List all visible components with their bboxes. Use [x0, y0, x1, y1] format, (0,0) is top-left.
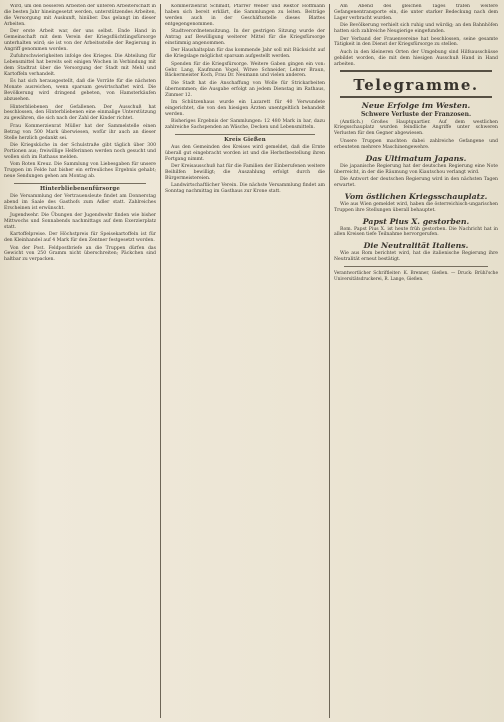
section-heading: Kreis Gießen: [224, 137, 266, 144]
paragraph: Zufuhrschwierigkeiten infolge des Krieges. Die Abteilung für Lebensmittel hat bereits seit einigen Wochen in Verbindung mit dem Stadtrat über die Versorgung der Stadt mit Mehl und Kartoffeln verhandelt.: [4, 54, 156, 77]
paragraph: Der erste Arbeit war, der uns selbst. Ende Hand in Gemeinschaft mit dem Verein der Kriegsflüchtlingsfürsorge unterhalten wird; sie ist von der Arbeitsstelle der Regierung in Angriff genommen worden.: [4, 29, 156, 52]
paragraph: Wie aus Wien gemeldet wird, haben die österreichisch-ungarischen Truppen ihre Stellungen überall behauptet.: [334, 201, 498, 213]
paragraph: Rom. Papst Pius X. ist heute früh gestorben. Die Nachricht hat in allen Kreisen tiefe Teilnahme hervorgerufen.: [334, 226, 498, 238]
paragraph: Aus den Gemeinden des Kreises wird gemeldet, daß die Ernte überall gut eingebracht worden ist und die Herbstbestellung ihren Fortgang nimmt.: [165, 145, 325, 162]
paragraph: Vom Roten Kreuz. Die Sammlung von Liebesgaben für unsere Truppen im Felde hat bisher ein erfreuliches Ergebnis gehabt; neue Sendungen gehen am Montag ab.: [4, 162, 156, 179]
paragraph: Stadtverordnetensitzung. In der gestrigen Sitzung wurde der Antrag auf Bewilligung weiterer Mittel für die Kriegsfürsorge einstimmig angenommen.: [165, 29, 325, 46]
paragraph: Es hat sich herausgestellt, daß die Vorräte für die nächsten Monate ausreichen, wenn sparsam gewirtschaftet wird. Die Bevölkerung wird dringend gebeten, von Hamsterkäufen abzusehen.: [4, 79, 156, 103]
column-left: [4, 4, 156, 718]
paragraph: Wie aus Rom berichtet wird, hat die italienische Regierung ihre Neutralität erneut bestätigt.: [334, 251, 498, 263]
imprint: Verantwortlicher Schriftleiter: K. Brenner, Gießen. — Druck: Brühl'sche Universitätsdruckerei, R. Lange, Gießen.: [334, 271, 498, 282]
paragraph: Hinterbliebenen der Gefallenen. Der Ausschuß hat beschlossen, den Hinterbliebenen eine einmalige Unterstützung zu gewähren, die sich nach der Zahl der Kinder richtet.: [4, 104, 156, 122]
paragraph: Die Antwort der deutschen Regierung wird in den nächsten Tagen erwartet.: [334, 176, 498, 188]
telegram-section: [334, 154, 498, 189]
telegram-section: [334, 217, 498, 239]
telegram-heading: Das Ultimatum Japans.: [365, 153, 467, 163]
paragraph: Spenden für die Kriegsfürsorge. Weitere Gaben gingen ein von: Gebr. Lang, Kaufmann Vogel, Witwe Schneider, Lehrer Braun, Bäckermeister Koch, Frau Dr. Neumann und vielen anderen.: [165, 61, 325, 79]
column-middle: [165, 4, 325, 718]
telegram-section: [334, 192, 498, 214]
paragraph: Im Schützenhaus wurde ein Lazarett für 40 Verwundete eingerichtet, die von den hiesigen Ärzten unentgeltlich behandelt werden.: [165, 100, 325, 117]
section-heading: Hinterbliebenenfürsorge: [40, 185, 120, 192]
paragraph: Die Kriegsküche in der Schulstraße gibt täglich über 300 Portionen aus; freiwillige Helferinnen werden noch gesucht und wollen sich im Rathaus melden.: [4, 142, 156, 160]
telegram-heading: Papst Pius X. gestorben.: [362, 216, 470, 226]
paragraph: Bisheriges Ergebnis der Sammlungen: 12 480 Mark in bar, dazu zahlreiche Sachspenden an Wäsche, Decken und Lebensmitteln.: [165, 119, 325, 131]
paragraph: Der Haushaltsplan für das kommende Jahr soll mit Rücksicht auf die Kriegslage möglichst sparsam aufgestellt werden.: [165, 48, 325, 60]
paragraph: Kartoffelpreise. Der Höchstpreis für Speisekartoffeln ist für den Kleinhandel auf 4 Mark für den Zentner festgesetzt worden.: [4, 232, 156, 244]
paragraph: Die Versammlung der Vertrauensleute findet am Donnerstag abend im Saale des Gasthofs zum Adler statt. Zahlreiches Erscheinen ist erwünscht.: [4, 193, 156, 211]
paragraph: Jugendwehr. Die Übungen der Jugendwehr finden wie bisher Mittwochs und Sonnabends nachmittags auf dem Exerzierplatz statt.: [4, 213, 156, 230]
section-divider: [344, 266, 488, 267]
paragraph: (Amtlich.) Großes Hauptquartier. Auf dem westlichen Kriegsschauplatz wurden feindliche Angriffe unter schweren Verlusten für den Gegner abgewiesen.: [334, 119, 498, 137]
paragraph: Die Bevölkerung verhielt sich ruhig und würdig; an den Bahnhöfen hatten sich zahlreiche Neugierige eingefunden.: [334, 23, 498, 35]
section-divider: [14, 183, 146, 184]
paragraph: Von der Post. Feldpostbriefe an die Truppen dürfen das Gewicht von 250 Gramm nicht überschreiten; Päckchen sind haltbar zu verpacken.: [4, 245, 156, 263]
paragraph: Am Abend des gleichen Tages trafen weitere Gefangenentransporte ein, die unter starker Bedeckung nach dem Lager verbracht wurden.: [334, 4, 498, 21]
paragraph: Die Stadt hat die Anschaffung von Wolle für Strickarbeiten übernommen; die Ausgabe erfolgt an jedem Dienstag im Rathaus, Zimmer 12.: [165, 80, 325, 98]
telegram-heading: Neue Erfolge im Westen.: [361, 100, 471, 110]
telegram-heading: Vom östlichen Kriegsschauplatz.: [344, 191, 488, 201]
telegram-section: [334, 241, 498, 263]
double-rule: [340, 70, 492, 72]
telegram-subheading: Schwere Verluste der Franzosen.: [360, 110, 472, 118]
paragraph: Kommerzienrat Schmidt, Pfarrer Weber und Rektor Hoffmann haben sich bereit erklärt, die Sammlungen zu leiten. Beiträge werden auch in der Geschäftsstelle dieses Blattes entgegengenommen.: [165, 4, 325, 27]
paragraph: Unsere Truppen machten dabei zahlreiche Gefangene und erbeuteten mehrere Maschinengewehre.: [334, 138, 498, 150]
column-rule: [160, 4, 161, 718]
double-rule: [340, 96, 492, 98]
column-rule: [329, 4, 330, 718]
paragraph: Der Kreisausschuß hat für die Familien der Einberufenen weitere Beihilfen bewilligt; die Auszahlung erfolgt durch die Bürgermeistereien.: [165, 164, 325, 182]
telegrams-heading: Telegramme.: [353, 75, 479, 94]
telegram-section: [334, 101, 498, 151]
paragraph: Frau Kommerzienrat Müller hat der Sammelstelle einen Betrag von 500 Mark überwiesen, wofür ihr auch an dieser Stelle herzlich gedankt sei.: [4, 123, 156, 141]
paragraph: Landwirtschaftlicher Verein. Die nächste Versammlung findet am Sonntag nachmittag im Gasthaus zur Krone statt.: [165, 183, 325, 195]
paragraph: Die japanische Regierung hat der deutschen Regierung eine Note überreicht, in der die Räumung von Kiautschou verlangt wird.: [334, 163, 498, 175]
section-divider: [175, 134, 315, 135]
column-right: [334, 4, 498, 718]
paragraph: Auch in den kleineren Orten der Umgebung sind Hilfsausschüsse gebildet worden, die mit dem hiesigen Ausschuß Hand in Hand arbeiten.: [334, 49, 498, 67]
paragraph: Der Verband der Frauenvereine hat beschlossen, seine gesamte Tätigkeit in den Dienst der Kriegsfürsorge zu stellen.: [334, 36, 498, 48]
paragraph: Wird, um den besseren Arbeiten der unteren Arbeiterschaft in die besten Jahr hineingesetzt werden, unterstützendes Arbeiten, die Versorgung mit Auskunft, hinüber. Das gelangt im dieser Arbeiten.: [4, 4, 156, 27]
telegram-heading: Die Neutralität Italiens.: [363, 241, 469, 251]
